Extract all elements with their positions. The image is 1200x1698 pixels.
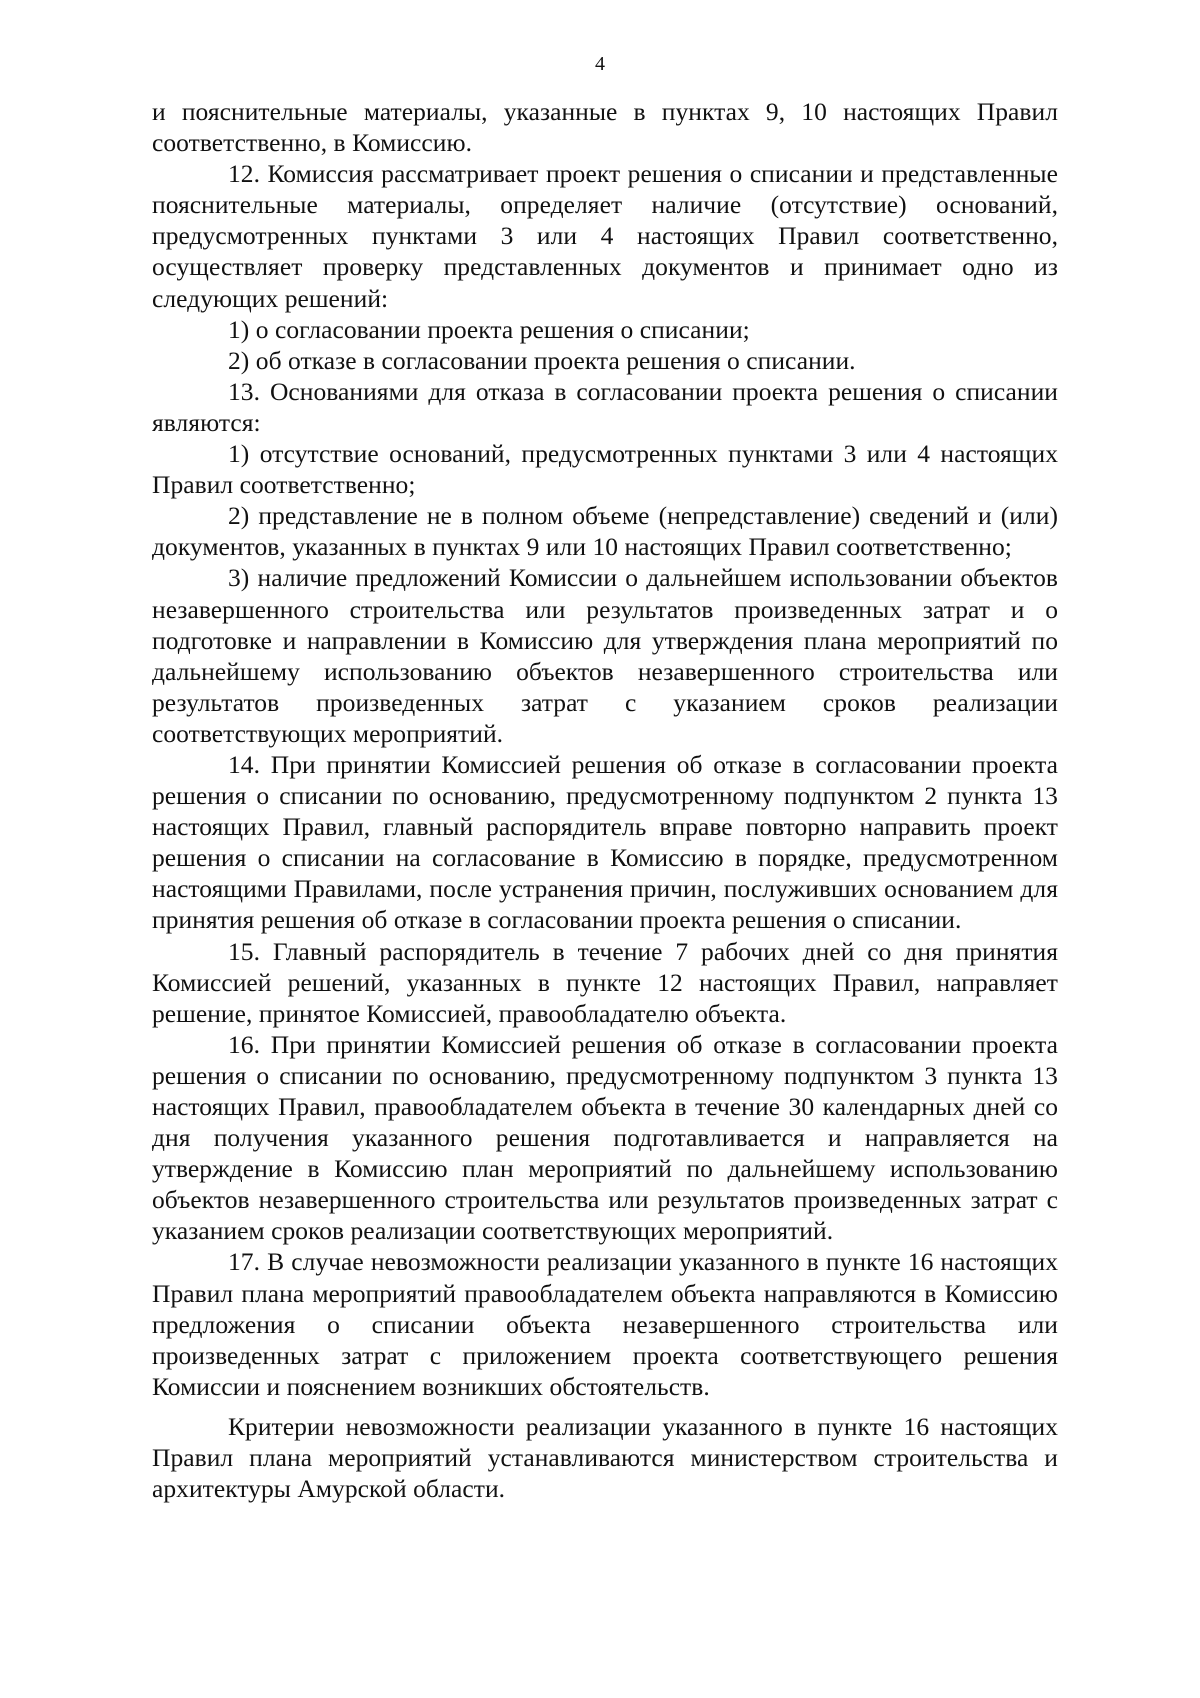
paragraph-item-13-2: 2) представление не в полном объеме (непредставление) сведений и (или) документов, указанных в пунктах 9 или 10 настоящих Правил соответственно; [152, 501, 1058, 562]
document-body [152, 96, 1058, 1504]
paragraph-item-17: 17. В случае невозможности реализации указанного в пункте 16 настоящих Правил плана мероприятий правообладателем объекта направляются в Комиссию предложения о списании объекта незавершенного строительства или произведенных затрат с приложением проекта соответствующего решения Комиссии и пояснением возникших обстоятельств. [152, 1247, 1058, 1401]
paragraph-item-15: 15. Главный распорядитель в течение 7 рабочих дней со дня принятия Комиссией решений, указанных в пункте 12 настоящих Правил, направляет решение, принятое Комиссией, правообладателю объекта. [152, 936, 1058, 1028]
paragraph-item-12-2: 2) об отказе в согласовании проекта решения о списании. [228, 345, 856, 375]
paragraph-item-13-3: 3) наличие предложений Комиссии о дальнейшем использовании объектов незавершенного строительства или результатов произведенных затрат и о подготовке и направлении в Комиссию для утверждения плана мероприятий по дальнейшему использованию объектов незавершенного строительства или результатов произведенных затрат с указанием сроков реализации соответствующих мероприятий. [152, 563, 1058, 748]
paragraph-continuation: и пояснительные материалы, указанные в пунктах 9, 10 настоящих Правил соответственно, в Комиссию. [152, 97, 1058, 158]
paragraph-item-13: 13. Основаниями для отказа в согласовании проекта решения о списании являются: [152, 376, 1058, 437]
page-number: 4 [595, 53, 605, 75]
paragraph-criteria: Критерии невозможности реализации указанного в пункте 16 настоящих Правил плана мероприятий устанавливаются министерством строительства и архитектуры Амурской области. [152, 1411, 1058, 1504]
paragraph-item-12: 12. Комиссия рассматривает проект решения о списании и представленные пояснительные материалы, определяет наличие (отсутствие) оснований, предусмотренных пунктами 3 или 4 настоящих Правил соответственно, осуществляет проверку представленных документов и принимает одно из следующих решений: [152, 159, 1058, 313]
paragraph-item-16: 16. При принятии Комиссией решения об отказе в согласовании проекта решения о списании по основанию, предусмотренному подпунктом 3 пункта 13 настоящих Правил, правообладателем объекта в течение 30 календарных дней со дня получения указанного решения подготавливается и направляется на утверждение в Комиссию план мероприятий по дальнейшему использованию объектов незавершенного строительства или результатов произведенных затрат с указанием сроков реализации соответствующих мероприятий. [152, 1029, 1058, 1246]
paragraph-item-14: 14. При принятии Комиссией решения об отказе в согласовании проекта решения о списании по основанию, предусмотренному подпунктом 2 пункта 13 настоящих Правил, главный распорядитель вправе повторно направить проект решения о списании на согласование в Комиссию в порядке, предусмотренном настоящими Правилами, после устранения причин, послуживших основанием для принятия решения об отказе в согласовании проекта решения о списании. [152, 749, 1058, 935]
paragraph-item-13-1: 1) отсутствие оснований, предусмотренных пунктами 3 или 4 настоящих Правил соответственно; [152, 439, 1058, 500]
paragraph-item-12-1: 1) о согласовании проекта решения о списании; [228, 314, 750, 344]
